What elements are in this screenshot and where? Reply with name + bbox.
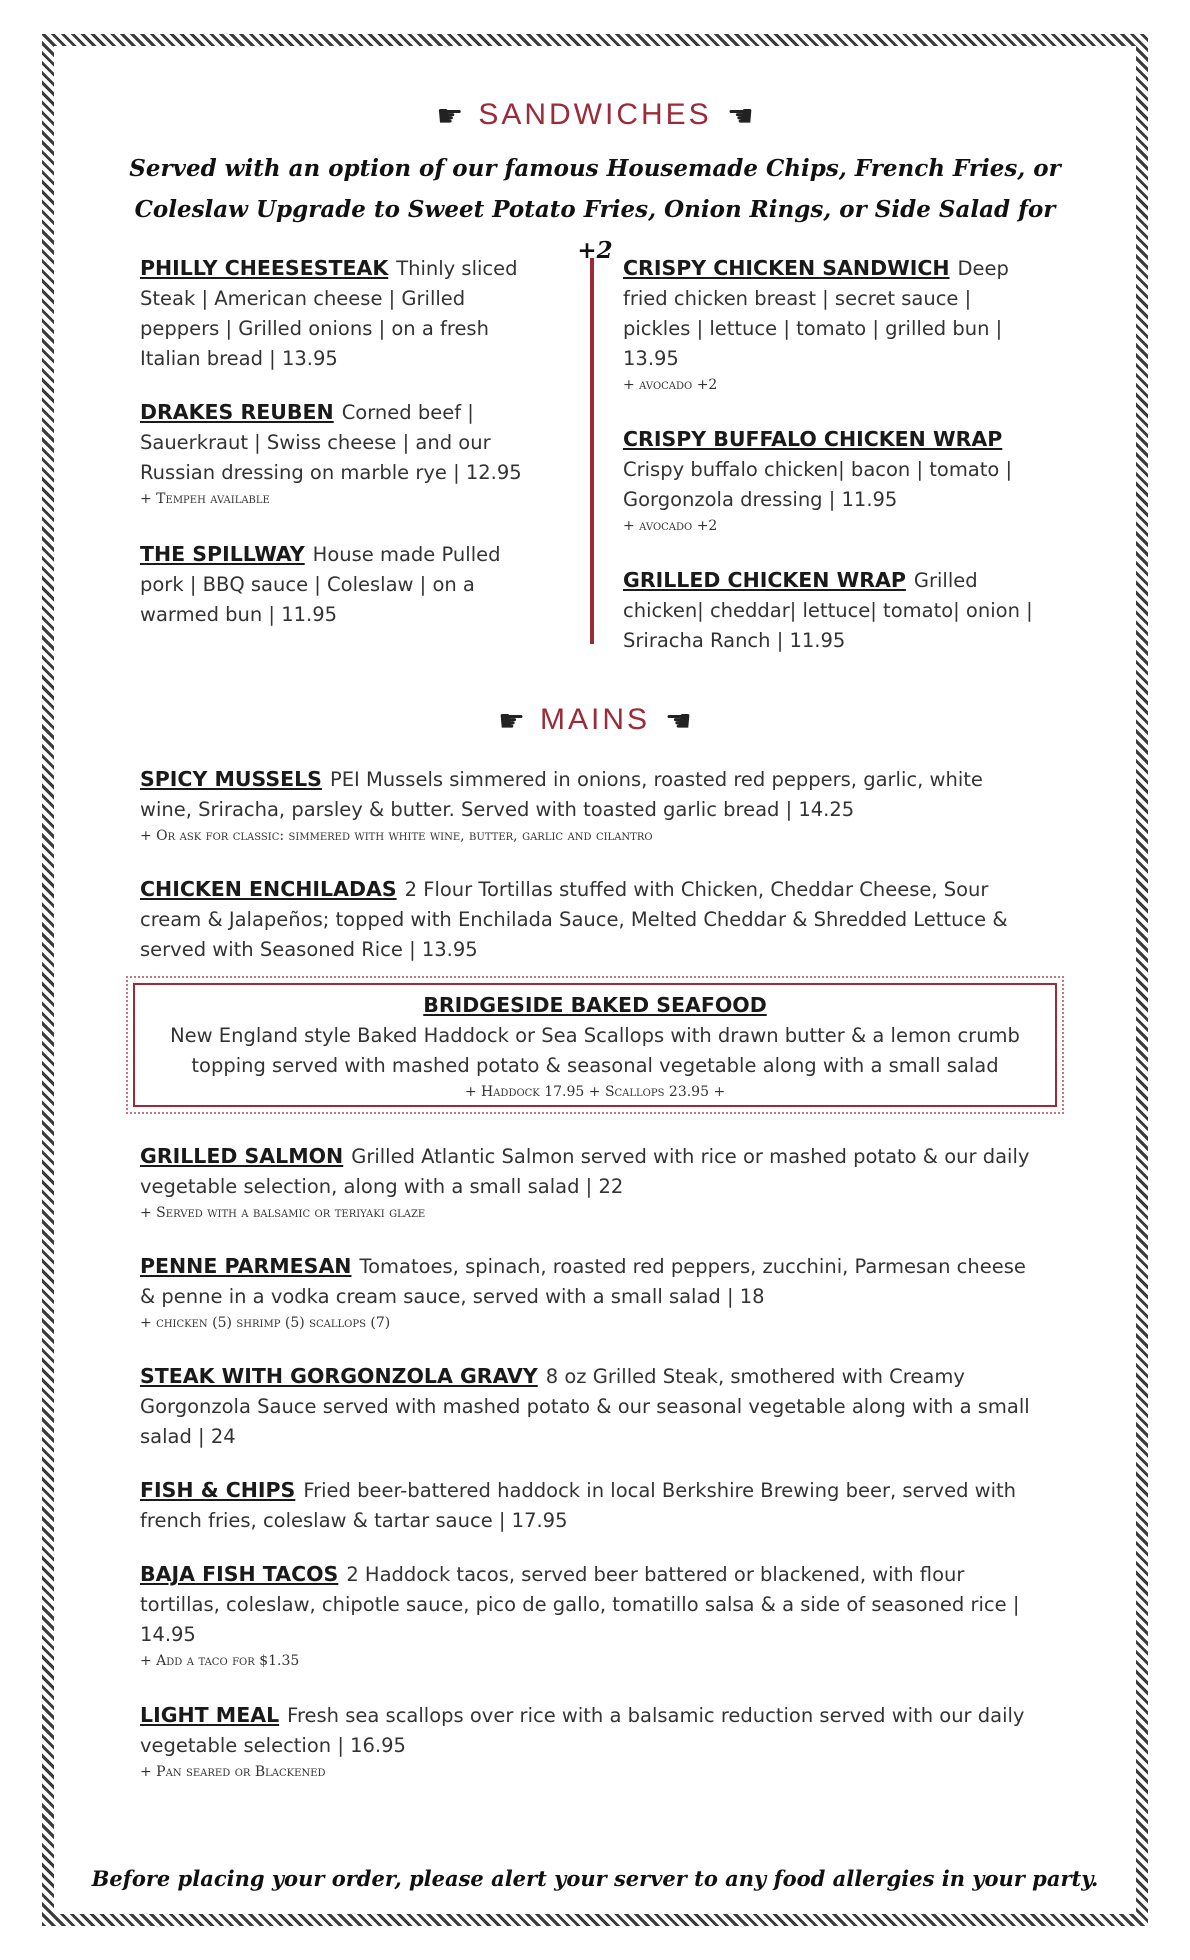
featured-item-bridgeside-baked-seafood [133, 983, 1057, 1107]
item-description: House made Pulled pork | BBQ sauce | Coleslaw | on a warmed bun | 11.95 [140, 543, 501, 626]
item-description: Thinly sliced Steak | American cheese | Grilled peppers | Grilled onions | on a fresh Italian bread | 13.95 [140, 257, 518, 370]
menu-item-philly-cheesesteak [140, 253, 550, 374]
item-description: Deep fried chicken breast | secret sauce | pickles | lettuce | tomato | grilled bun | 13.95 [623, 257, 1009, 370]
menu-item-the-spillway [140, 539, 550, 630]
column-divider [590, 258, 594, 644]
item-name: STEAK WITH GORGONZOLA GRAVY [140, 1364, 538, 1388]
item-name: BRIDGESIDE BAKED SEAFOOD [423, 993, 767, 1017]
pointing-hand-icon: ☛ [662, 705, 692, 738]
item-name: FISH & CHIPS [140, 1478, 296, 1502]
item-description: Fresh sea scallops over rice with a balsamic reduction served with our daily vegetable selection | 16.95 [140, 1704, 1025, 1757]
item-name: GRILLED SALMON [140, 1144, 344, 1168]
menu-item-spicy-mussels [140, 764, 1040, 847]
menu-item-light-meal [140, 1700, 1040, 1783]
allergy-notice: Before placing your order, please alert your server to any food allergies in your party. [91, 1866, 1099, 1891]
item-description: Corned beef | Sauerkraut | Swiss cheese | and our Russian dressing on marble rye | 12.95 [140, 401, 522, 484]
item-name: CRISPY CHICKEN SANDWICH [623, 256, 950, 280]
pointing-hand-icon: ☛ [723, 100, 754, 133]
menu-item-crispy-chicken-sandwich [623, 253, 1043, 396]
item-note: + Haddock 17.95 + Scallops 23.95 + [464, 1084, 726, 1100]
mains-heading [0, 703, 1190, 739]
menu-item-crispy-buffalo-chicken-wrap [623, 424, 1043, 537]
item-description: Tomatoes, spinach, roasted red peppers, zucchini, Parmesan cheese & penne in a vodka cream sauce, served with a small salad | 18 [140, 1255, 1026, 1308]
item-note: + Served with a balsamic or teriyaki glaze [140, 1205, 426, 1221]
item-description: New England style Baked Haddock or Sea Scallops with drawn butter & a lemon crumb topping served with mashed potato & seasonal vegetable along with a small salad [170, 1024, 1020, 1077]
item-name: CRISPY BUFFALO CHICKEN WRAP [623, 427, 1003, 451]
item-name: PHILLY CHEESESTEAK [140, 256, 389, 280]
menu-item-penne-parmesan [140, 1251, 1040, 1334]
item-note: + Pan seared or Blackened [140, 1764, 326, 1780]
item-description: Grilled Atlantic Salmon served with rice or mashed potato & our daily vegetable selection, along with a small salad | 22 [140, 1145, 1030, 1198]
menu-item-fish-and-chips [140, 1475, 1040, 1536]
menu-item-drakes-reuben [140, 397, 550, 510]
sandwiches-heading-text: SANDWICHES [478, 98, 712, 131]
item-note: + Add a taco for $1.35 [140, 1653, 300, 1669]
item-name: THE SPILLWAY [140, 542, 305, 566]
item-description: Fried beer-battered haddock in local Berkshire Brewing beer, served with french fries, coleslaw & tartar sauce | 17.95 [140, 1479, 1017, 1532]
item-name: DRAKES REUBEN [140, 400, 334, 424]
item-description: Crispy buffalo chicken| bacon | tomato | Gorgonzola dressing | 11.95 [623, 458, 1013, 511]
menu-item-chicken-enchiladas [140, 874, 1040, 965]
item-note: + avocado +2 [623, 377, 718, 393]
pointing-hand-icon: ☛ [498, 705, 528, 738]
item-name: GRILLED CHICKEN WRAP [623, 568, 906, 592]
item-note: + chicken (5) shrimp (5) scallops (7) [140, 1315, 391, 1331]
item-description: PEI Mussels simmered in onions, roasted red peppers, garlic, white wine, Sriracha, parsley & butter. Served with toasted garlic bread | 14.25 [140, 768, 983, 821]
sandwiches-heading [0, 98, 1190, 134]
item-name: BAJA FISH TACOS [140, 1562, 339, 1586]
item-note: + avocado +2 [623, 518, 718, 534]
menu-item-grilled-salmon [140, 1141, 1040, 1224]
sandwiches-subtitle: Served with an option of our famous Housemade Chips, French Fries, or Coleslaw Upgrade to Sweet Potato Fries, Onion Rings, or Side Salad for +2 [129, 155, 1061, 264]
item-name: SPICY MUSSELS [140, 767, 322, 791]
menu-item-grilled-chicken-wrap [623, 565, 1043, 656]
item-name: LIGHT MEAL [140, 1703, 280, 1727]
item-note: + Or ask for classic: simmered with white wine, butter, garlic and cilantro [140, 828, 653, 844]
item-note: + Tempeh available [140, 491, 270, 507]
mains-heading-text: MAINS [539, 703, 650, 736]
item-description: 2 Flour Tortillas stuffed with Chicken, Cheddar Cheese, Sour cream & Jalapeños; topped with Enchilada Sauce, Melted Cheddar & Shredded Lettuce & served with Seasoned Rice | 13.95 [140, 878, 1008, 961]
menu-item-steak-with-gorgonzola-gravy [140, 1361, 1040, 1452]
pointing-hand-icon: ☛ [436, 100, 467, 133]
item-description: 2 Haddock tacos, served beer battered or blackened, with flour tortillas, coleslaw, chipotle sauce, pico de gallo, tomatillo salsa & a side of seasoned rice | 14.95 [140, 1563, 1020, 1646]
menu-item-baja-fish-tacos [140, 1559, 1040, 1672]
item-name: PENNE PARMESAN [140, 1254, 352, 1278]
item-name: CHICKEN ENCHILADAS [140, 877, 397, 901]
item-description: 8 oz Grilled Steak, smothered with Creamy Gorgonzola Sauce served with mashed potato & our seasonal vegetable along with a small salad | 24 [140, 1365, 1030, 1448]
item-description: Grilled chicken| cheddar| lettuce| tomato| onion | Sriracha Ranch | 11.95 [623, 569, 1033, 652]
